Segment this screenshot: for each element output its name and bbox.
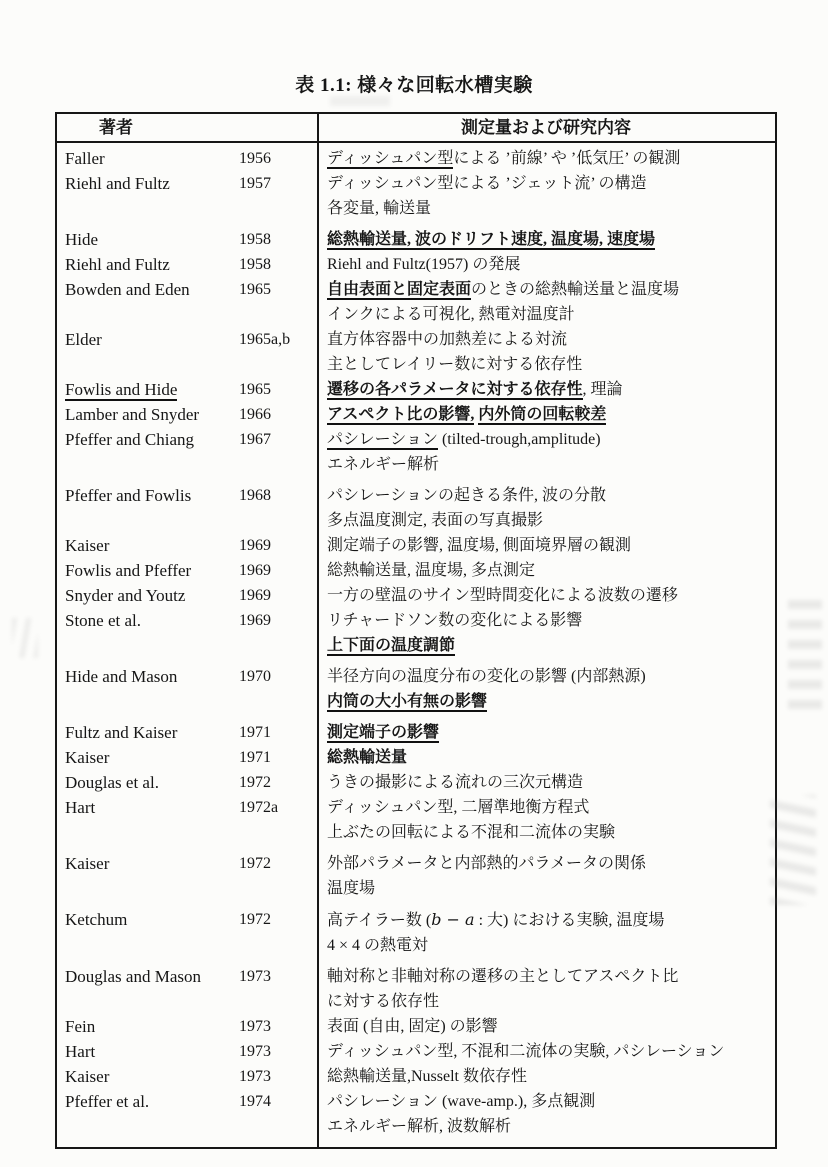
description-line xyxy=(327,851,771,876)
author-cell xyxy=(57,171,239,196)
table-row xyxy=(57,171,775,221)
table-row xyxy=(57,483,775,533)
description-cell xyxy=(317,146,775,171)
year-cell: 1969 xyxy=(239,587,271,604)
text-segment: リチャードソン数の変化による影響 xyxy=(327,612,583,629)
description-line xyxy=(327,558,771,583)
text-segment: 測定端子の影響, 温度場, 側面境界層の観測 xyxy=(327,537,632,554)
author-name: Stone et al. xyxy=(65,611,142,630)
text-segment: 上下面の温度調節 xyxy=(327,637,456,654)
year-cell: 1968 xyxy=(239,487,271,504)
author-name: Bowden and Eden xyxy=(65,280,190,299)
year-cell: 1971 xyxy=(239,724,271,741)
author-cell xyxy=(57,608,239,633)
table-row xyxy=(57,608,775,658)
description-cell xyxy=(317,583,775,608)
description-cell xyxy=(317,402,775,427)
description-cell xyxy=(317,171,775,221)
text-segment: パシレーション (wave-amp.), 多点観測 xyxy=(327,1093,596,1110)
description-line xyxy=(327,252,771,277)
description-line xyxy=(327,689,771,714)
text-segment: 総熱輸送量,Nusselt 数依存性 xyxy=(327,1068,528,1085)
description-line xyxy=(327,989,771,1014)
table-row xyxy=(57,664,775,714)
table-caption: 表 1.1: 様々な回転水槽実験 xyxy=(295,75,533,96)
author-cell xyxy=(57,770,239,795)
author-cell xyxy=(57,1064,239,1089)
author-cell xyxy=(57,533,239,558)
description-line xyxy=(327,933,771,958)
author-name: Hide and Mason xyxy=(65,667,178,686)
table-row xyxy=(57,720,775,745)
description-line xyxy=(327,302,771,327)
description-line xyxy=(327,146,771,171)
text-segment: アスペクト比の影響, xyxy=(327,406,475,423)
description-line xyxy=(327,608,771,633)
author-cell xyxy=(57,1039,239,1064)
header-author: 著者 xyxy=(99,118,133,137)
table-row xyxy=(57,795,775,845)
year-cell: 1957 xyxy=(239,175,271,192)
text-segment: 直方体容器中の加熱差による対流 xyxy=(327,331,568,348)
description-cell xyxy=(317,1039,775,1064)
text-segment: 各変量, 輸送量 xyxy=(327,200,432,217)
description-line xyxy=(327,907,771,933)
table-row xyxy=(57,964,775,1014)
text-segment: b − a xyxy=(431,910,475,929)
description-cell xyxy=(317,377,775,402)
author-name: Riehl and Fultz xyxy=(65,174,170,193)
description-line xyxy=(327,770,771,795)
description-cell xyxy=(317,770,775,795)
author-name: Douglas and Mason xyxy=(65,967,201,986)
description-line xyxy=(327,352,771,377)
text-segment: パシレーション xyxy=(327,431,438,448)
table-header-row xyxy=(57,114,775,143)
text-segment: 一方の壁温のサイン型時間変化による波数の遷移 xyxy=(327,587,678,604)
description-cell xyxy=(317,227,775,252)
author-cell xyxy=(57,483,239,508)
year-cell: 1974 xyxy=(239,1093,271,1110)
year-cell: 1967 xyxy=(239,431,271,448)
table-row xyxy=(57,427,775,477)
table-body xyxy=(57,143,775,1147)
description-cell xyxy=(317,1089,775,1139)
description-line xyxy=(327,876,771,901)
text-segment: 測定端子の影響 xyxy=(327,724,440,741)
table-row xyxy=(57,277,775,327)
year-cell: 1973 xyxy=(239,1043,271,1060)
description-line xyxy=(327,1039,771,1064)
text-segment: 外部パラメータと内部熱的パラメータの関係 xyxy=(327,855,647,872)
year-cell: 1972a xyxy=(239,799,279,816)
description-cell xyxy=(317,608,775,658)
author-cell xyxy=(57,377,239,402)
description-line xyxy=(327,227,771,252)
table-row xyxy=(57,1064,775,1089)
text-segment: 上ぶたの回転による不混和二流体の実験 xyxy=(327,824,616,841)
text-segment: パシレーションの起きる条件, 波の分散 xyxy=(327,487,606,504)
year-cell: 1958 xyxy=(239,256,271,273)
year-cell: 1965 xyxy=(239,381,271,398)
text-segment: 高テイラー数 ( xyxy=(327,912,432,929)
author-name: Fein xyxy=(65,1017,96,1036)
author-cell xyxy=(57,252,239,277)
year-cell: 1969 xyxy=(239,562,271,579)
description-line xyxy=(327,171,771,196)
text-segment: 内筒の大小有無の影響 xyxy=(327,693,488,710)
table-row xyxy=(57,327,775,377)
author-cell xyxy=(57,327,239,352)
author-name: Hart xyxy=(65,1042,96,1061)
description-line xyxy=(327,196,771,221)
table-row xyxy=(57,1014,775,1039)
text-segment: 自由表面と固定表面 xyxy=(327,281,472,298)
text-segment: 主としてレイリー数に対する依存性 xyxy=(327,356,583,373)
description-line xyxy=(327,964,771,989)
table-row xyxy=(57,227,775,252)
text-segment: ディッシュパン型による ’ジェット流’ の構造 xyxy=(327,175,647,192)
author-name: Hart xyxy=(65,798,96,817)
description-line xyxy=(327,377,771,402)
author-name: Pfeffer and Fowlis xyxy=(65,486,192,505)
author-cell xyxy=(57,907,239,932)
text-segment: (tilted-trough,amplitude) xyxy=(437,431,601,448)
year-cell: 1970 xyxy=(239,668,271,685)
author-cell xyxy=(57,558,239,583)
text-segment: 内外筒の回転較差 xyxy=(478,406,607,423)
author-cell xyxy=(57,851,239,876)
description-cell xyxy=(317,720,775,745)
author-name: Ketchum xyxy=(65,910,128,929)
author-cell xyxy=(57,1014,239,1039)
author-cell xyxy=(57,583,239,608)
author-cell xyxy=(57,964,239,989)
text-segment: による ’前線’ や ’低気圧’ の観測 xyxy=(453,150,681,167)
description-cell xyxy=(317,1064,775,1089)
year-cell: 1972 xyxy=(239,855,271,872)
author-name: Faller xyxy=(65,149,105,168)
text-segment: , 理論 xyxy=(582,381,623,398)
author-name: Snyder and Youtz xyxy=(65,586,186,605)
description-cell xyxy=(317,533,775,558)
text-segment: うきの撮影による流れの三次元構造 xyxy=(327,774,584,791)
year-cell: 1965a,b xyxy=(239,331,291,348)
description-cell xyxy=(317,907,775,958)
table-row xyxy=(57,533,775,558)
description-line xyxy=(327,508,771,533)
text-segment: 半径方向の温度分布の変化の影響 (内部熱源) xyxy=(327,668,646,685)
year-cell: 1966 xyxy=(239,406,271,423)
text-segment: ディッシュパン型, 不混和二流体の実験, パシレーション xyxy=(327,1043,725,1060)
author-name: Riehl and Fultz xyxy=(65,255,170,274)
year-cell: 1965 xyxy=(239,281,271,298)
column-divider xyxy=(317,114,319,1147)
scan-smudge xyxy=(788,600,822,720)
text-segment: のときの総熱輸送量と温度場 xyxy=(471,281,680,298)
table-row xyxy=(57,252,775,277)
text-segment: 表面 (自由, 固定) の影響 xyxy=(327,1018,498,1035)
text-segment: 総熱輸送量 xyxy=(327,749,408,766)
text-segment: 総熱輸送量, 波のドリフト速度, 温度場, 速度場 xyxy=(327,231,656,248)
author-name: Lamber and Snyder xyxy=(65,405,200,424)
description-cell xyxy=(317,795,775,845)
table-row xyxy=(57,1089,775,1139)
description-line xyxy=(327,633,771,658)
experiments-table xyxy=(55,112,777,1149)
text-segment: 遷移の各パラメータに対する依存性 xyxy=(327,381,583,398)
author-cell xyxy=(57,277,239,302)
author-name: Kaiser xyxy=(65,1067,110,1086)
header-content: 測定量および研究内容 xyxy=(461,118,631,137)
text-segment: 多点温度測定, 表面の写真撮影 xyxy=(327,512,544,529)
author-name: Fowlis and Pfeffer xyxy=(65,561,192,580)
year-cell: 1956 xyxy=(239,150,271,167)
author-name: Pfeffer et al. xyxy=(65,1092,150,1111)
text-segment: : 大) における実験, 温度場 xyxy=(474,912,665,929)
text-segment: ディッシュパン型, 二層準地衡方程式 xyxy=(327,799,590,816)
description-line xyxy=(327,720,771,745)
description-line xyxy=(327,452,771,477)
text-segment: に対する依存性 xyxy=(327,993,440,1010)
year-cell: 1973 xyxy=(239,1068,271,1085)
description-line xyxy=(327,1014,771,1039)
author-name: Fultz and Kaiser xyxy=(65,723,178,742)
author-cell xyxy=(57,227,239,252)
text-segment: インクによる可視化, 熱電対温度計 xyxy=(327,306,575,323)
year-cell: 1969 xyxy=(239,612,271,629)
description-line xyxy=(327,277,771,302)
description-cell xyxy=(317,851,775,901)
author-cell xyxy=(57,1089,239,1114)
table-row xyxy=(57,1039,775,1064)
table-row xyxy=(57,146,775,171)
description-cell xyxy=(317,427,775,477)
description-line xyxy=(327,483,771,508)
description-cell xyxy=(317,252,775,277)
description-cell xyxy=(317,964,775,1014)
scan-smudge xyxy=(12,618,38,658)
description-cell xyxy=(317,745,775,770)
text-segment: 温度場 xyxy=(327,880,376,897)
author-name: Kaiser xyxy=(65,748,110,767)
description-line xyxy=(327,327,771,352)
author-cell xyxy=(57,427,239,452)
description-line xyxy=(327,1114,771,1139)
author-name: Douglas et al. xyxy=(65,773,159,792)
table-row xyxy=(57,851,775,901)
text-segment: 総熱輸送量, 温度場, 多点測定 xyxy=(327,562,536,579)
year-cell: 1971 xyxy=(239,749,271,766)
year-cell: 1973 xyxy=(239,1018,271,1035)
description-cell xyxy=(317,327,775,377)
description-line xyxy=(327,664,771,689)
year-cell: 1973 xyxy=(239,968,271,985)
description-line xyxy=(327,1064,771,1089)
table-row xyxy=(57,770,775,795)
table-row xyxy=(57,558,775,583)
author-name: Fowlis and Hide xyxy=(65,380,178,399)
author-name: Kaiser xyxy=(65,536,110,555)
author-cell xyxy=(57,402,239,427)
year-cell: 1958 xyxy=(239,231,271,248)
description-line xyxy=(327,795,771,820)
text-segment: Riehl and Fultz(1957) の発展 xyxy=(327,256,521,273)
description-cell xyxy=(317,1014,775,1039)
author-cell xyxy=(57,146,239,171)
table-row xyxy=(57,745,775,770)
description-line xyxy=(327,820,771,845)
author-name: Kaiser xyxy=(65,854,110,873)
description-cell xyxy=(317,277,775,327)
description-line xyxy=(327,1089,771,1114)
table-row xyxy=(57,402,775,427)
description-line xyxy=(327,745,771,770)
year-cell: 1972 xyxy=(239,911,271,928)
author-name: Hide xyxy=(65,230,99,249)
description-line xyxy=(327,427,771,452)
text-segment: 4 × 4 の熱電対 xyxy=(327,937,429,954)
author-cell xyxy=(57,795,239,820)
text-segment: 軸対称と非軸対称の遷移の主としてアスペクト比 xyxy=(327,968,679,985)
scan-smudge xyxy=(330,96,390,106)
year-cell: 1969 xyxy=(239,537,271,554)
table-row xyxy=(57,583,775,608)
description-cell xyxy=(317,558,775,583)
description-line xyxy=(327,402,771,427)
description-cell xyxy=(317,483,775,533)
year-cell: 1972 xyxy=(239,774,271,791)
author-name: Elder xyxy=(65,330,102,349)
description-line xyxy=(327,533,771,558)
description-cell xyxy=(317,664,775,714)
text-segment: ディッシュパン型 xyxy=(327,150,454,167)
author-cell xyxy=(57,745,239,770)
text-segment: エネルギー解析, 波数解析 xyxy=(327,1118,512,1135)
author-name: Pfeffer and Chiang xyxy=(65,430,195,449)
table-row xyxy=(57,907,775,958)
description-line xyxy=(327,583,771,608)
text-segment: エネルギー解析 xyxy=(327,456,440,473)
table-row xyxy=(57,377,775,402)
author-cell xyxy=(57,720,239,745)
author-cell xyxy=(57,664,239,689)
